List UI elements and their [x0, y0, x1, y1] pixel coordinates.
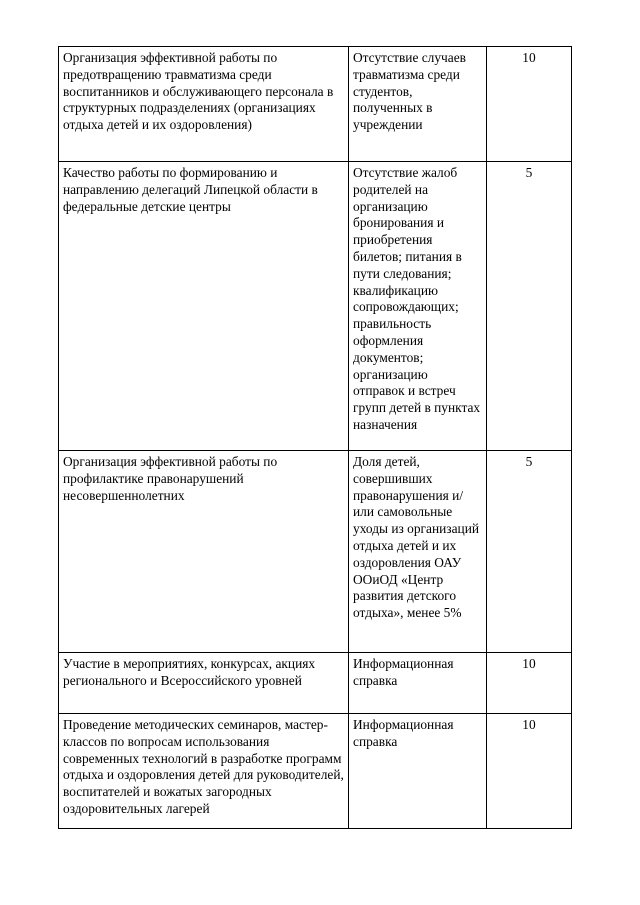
points-cell: 10	[487, 714, 572, 829]
criterion-cell: Организация эффективной работы по профилактике правонарушений несовершеннолетних	[59, 451, 349, 653]
criteria-table	[58, 46, 572, 829]
indicator-cell: Отсутствие жалоб родителей на организацию бронирования и приобретения билетов; питания в пути следования; квалификацию сопровождающих; правильность оформления документов; организацию отправок и встреч групп детей в пунктах назначения	[349, 162, 487, 451]
points-cell: 5	[487, 162, 572, 451]
table-row	[59, 47, 572, 162]
indicator-cell: Информационная справка	[349, 714, 487, 829]
indicator-cell: Информационная справка	[349, 653, 487, 714]
table-row	[59, 714, 572, 829]
points-cell: 10	[487, 653, 572, 714]
points-cell: 10	[487, 47, 572, 162]
criterion-cell: Организация эффективной работы по предотвращению травматизма среди воспитанников и обслуживающего персонала в структурных подразделениях (организациях отдыха детей и их оздоровления)	[59, 47, 349, 162]
table-row	[59, 451, 572, 653]
criterion-cell: Участие в мероприятиях, конкурсах, акциях регионального и Всероссийского уровней	[59, 653, 349, 714]
indicator-cell: Отсутствие случаев травматизма среди студентов, полученных в учреждении	[349, 47, 487, 162]
indicator-cell: Доля детей, совершивших правонарушения и/или самовольные уходы из организаций отдыха детей и их оздоровления ОАУ ООиОД «Центр развития детского отдыха», менее 5%	[349, 451, 487, 653]
points-cell: 5	[487, 451, 572, 653]
table-row	[59, 162, 572, 451]
criterion-cell: Качество работы по формированию и направлению делегаций Липецкой области в федеральные детские центры	[59, 162, 349, 451]
criterion-cell: Проведение методических семинаров, мастер-классов по вопросам использования современных технологий в разработке программ отдыха и оздоровления детей для руководителей, воспитателей и вожатых загородных оздоровительных лагерей	[59, 714, 349, 829]
table-row	[59, 653, 572, 714]
